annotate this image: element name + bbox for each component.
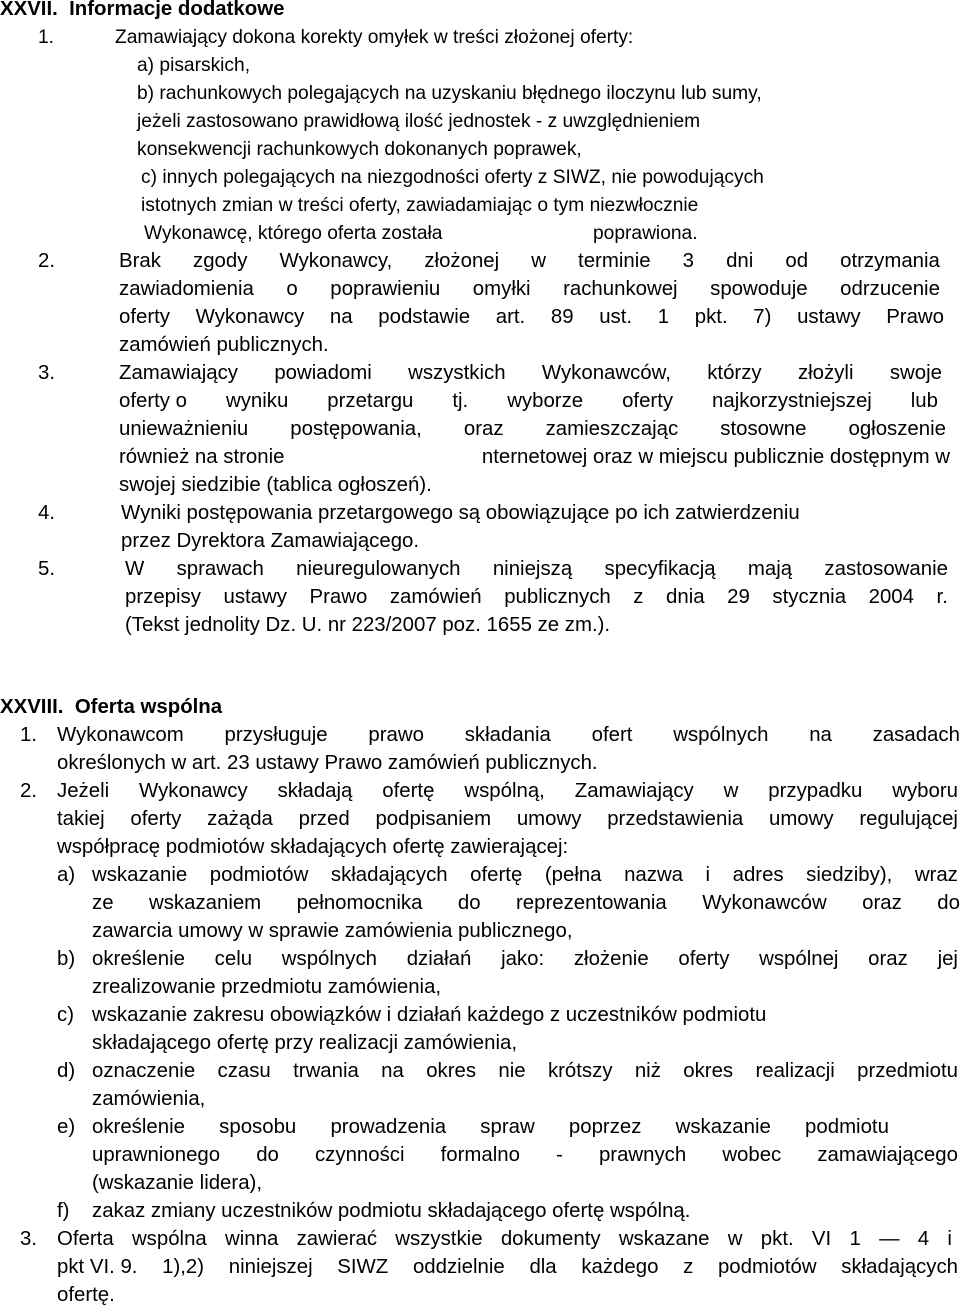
word: podmiotu (805, 1116, 889, 1138)
word: unieważnieniu (119, 418, 249, 440)
word: na (381, 1060, 404, 1082)
word: złożenie (573, 948, 649, 970)
word: dnia (666, 586, 705, 608)
list-label: f) (57, 1200, 70, 1222)
justified-line (92, 946, 958, 973)
word: jako: (501, 948, 545, 970)
word: - (556, 1144, 563, 1166)
word: SIWZ (337, 1256, 389, 1278)
text-line: współpracę podmiotów składających ofertę zawierającej: (57, 836, 569, 858)
word: w (531, 250, 546, 272)
word: oraz (868, 948, 908, 970)
word: zawierać (296, 1228, 378, 1250)
list-label: c) (57, 1004, 74, 1026)
word: publicznych (504, 586, 611, 608)
word: oferty o (119, 390, 188, 412)
word: formalno (440, 1144, 520, 1166)
text-line: (Tekst jednolity Dz. U. nr 223/2007 poz. 1655 ze zm.). (125, 614, 611, 636)
word: niniejszej (228, 1256, 313, 1278)
text-line: ofertę. (57, 1284, 115, 1306)
word: rachunkowej (563, 278, 678, 300)
justified-line (92, 1114, 889, 1141)
word: wyborze (507, 390, 584, 412)
text-line: Wykonawcę, którego oferta została (144, 223, 443, 244)
word: siedziby), (806, 864, 893, 886)
word: reprezentowania (516, 892, 667, 914)
word: stosowne (720, 418, 807, 440)
word: okres (683, 1060, 734, 1082)
word: Wykonawców (702, 892, 827, 914)
word: Zamawiający (119, 362, 238, 384)
word: określenie (92, 1116, 185, 1138)
list-label: a) (57, 864, 76, 886)
word: oferty (678, 948, 730, 970)
justified-line (119, 276, 940, 303)
word: oraz (862, 892, 902, 914)
word: art. (495, 306, 526, 328)
text-line: przez Dyrektora Zamawiającego. (121, 530, 420, 552)
word: do (937, 892, 960, 914)
word: ofertę (470, 864, 523, 886)
word: wspólna (131, 1228, 207, 1250)
justified-line (125, 556, 948, 583)
item-number: 1. (20, 724, 38, 746)
word: dni (726, 250, 754, 272)
justified-line (92, 1058, 958, 1085)
word: działań (406, 948, 472, 970)
word: ust. (599, 306, 633, 328)
word: prowadzenia (330, 1116, 447, 1138)
justified-line (57, 806, 958, 833)
text-line: zamówienia, (92, 1088, 206, 1110)
word: na (329, 306, 353, 328)
word: regulującej (859, 808, 958, 830)
word: Wykonawcy (195, 306, 305, 328)
word: pkt VI. 9. (57, 1256, 138, 1278)
text-line: określonych w art. 23 ustawy Prawo zamówień publicznych. (57, 752, 598, 774)
word: 1),2) (162, 1256, 205, 1278)
word: czasu (217, 1060, 271, 1082)
word: nieuregulowanych (296, 558, 461, 580)
word: nazwa (624, 864, 684, 886)
word: zastosowanie (824, 558, 948, 580)
word: poprzez (568, 1116, 642, 1138)
word: tj. (452, 390, 469, 412)
word: adres (732, 864, 784, 886)
word: ogłoszenie (848, 418, 946, 440)
justified-line (92, 862, 958, 889)
word: uprawnionego (92, 1144, 221, 1166)
word: Brak (119, 250, 161, 272)
word: podstawie (378, 306, 471, 328)
item-number: 4. (38, 502, 56, 524)
item-number: 1. (38, 27, 55, 48)
word: 29 (727, 586, 750, 608)
justified-line (119, 304, 944, 331)
word: 89 (550, 306, 574, 328)
word: z (633, 586, 644, 608)
word: oraz (463, 418, 504, 440)
word: złożyli (797, 362, 854, 384)
word: odrzucenie (840, 278, 940, 300)
justified-line (57, 778, 958, 805)
text-line: swojej siedzibie (tablica ogłoszeń). (119, 474, 432, 496)
word: zasadach (872, 724, 960, 746)
word: poprawieniu (330, 278, 441, 300)
section-number: XXVIII. (0, 696, 64, 718)
word: wspólnych (281, 948, 377, 970)
text-line: istotnych zmian w treści oferty, zawiadamiając o tym niezwłocznie (141, 195, 699, 216)
section-title: Oferta wspólna (74, 696, 223, 718)
item-number: 5. (38, 558, 56, 580)
word: zamieszczając (545, 418, 679, 440)
text-line: zakaz zmiany uczestników podmiotu składającego ofertę wspólną. (92, 1200, 691, 1222)
word: VI (811, 1228, 832, 1250)
word: 7) (753, 306, 772, 328)
word: ofertę (382, 780, 435, 802)
word: wskazanie (92, 864, 188, 886)
text-line: zamówień publicznych. (119, 334, 329, 356)
word: najkorzystniejszej (712, 390, 872, 412)
word: wyniku (225, 390, 289, 412)
word: zażąda (207, 808, 273, 830)
item-number: 2. (38, 250, 56, 272)
word: oferty (622, 390, 674, 412)
word: przedstawienia (607, 808, 744, 830)
word: takiej (57, 808, 105, 830)
word: pkt. (760, 1228, 794, 1250)
text-line: c) innych polegających na niezgodności oferty z SIWZ, nie powodujących (141, 167, 764, 188)
word: wspólnej (759, 948, 839, 970)
word: trwania (293, 1060, 359, 1082)
text-line: b) rachunkowych polegających na uzyskaniu błędnego iloczynu lub sumy, (137, 83, 762, 104)
text-line: konsekwencji rachunkowych dokonanych poprawek, (137, 139, 582, 160)
word: stycznia (772, 586, 847, 608)
word: 3 (682, 250, 694, 272)
word: zamawiającego (817, 1144, 958, 1166)
justified-line (92, 890, 960, 917)
word: W (125, 558, 145, 580)
word: jej (937, 948, 958, 970)
word: spraw (480, 1116, 535, 1138)
word: wszystkie (395, 1228, 483, 1250)
word: ofert (591, 724, 633, 746)
justified-line (119, 248, 940, 275)
word: sprawach (176, 558, 264, 580)
word: r. (936, 586, 948, 608)
word: — (879, 1228, 900, 1250)
word: składających (330, 864, 448, 886)
word: 4 (917, 1228, 930, 1250)
word: Wykonawców, (541, 362, 671, 384)
word: wszystkich (408, 362, 506, 384)
justified-line (57, 722, 960, 749)
word: składają (277, 780, 353, 802)
text-line: zawarcia umowy w sprawie zamówienia publicznego, (92, 920, 573, 942)
word: specyfikacją (604, 558, 716, 580)
word: Zamawiający (574, 780, 694, 802)
word: krótszy (547, 1060, 613, 1082)
justified-line (57, 1254, 958, 1281)
word: którzy (707, 362, 762, 384)
justified-line (119, 416, 946, 443)
word: z (683, 1256, 694, 1278)
word: 1 (657, 306, 670, 328)
list-label: d) (57, 1060, 76, 1082)
list-label: b) (57, 948, 76, 970)
word: mają (747, 558, 793, 580)
justified-line (119, 444, 950, 471)
section-heading-xxviii (0, 694, 222, 721)
word: oddzielnie (412, 1256, 505, 1278)
word: ustawy (797, 306, 861, 328)
word: do (457, 892, 481, 914)
word: ze (92, 892, 114, 914)
word: zamówień (389, 586, 482, 608)
word: przetargu (327, 390, 414, 412)
word: pełnomocnika (296, 892, 423, 914)
word: do (256, 1144, 279, 1166)
word: określenie (92, 948, 185, 970)
word: również na stronie (119, 446, 285, 468)
word: 1 (849, 1228, 861, 1250)
word: przedmiotu (857, 1060, 958, 1082)
word: oferty (119, 306, 170, 328)
word: celu (214, 948, 253, 970)
word: składających (841, 1256, 958, 1278)
word: Prawo (886, 306, 944, 328)
word: wyboru (892, 780, 958, 802)
word: winna (225, 1228, 279, 1250)
text-line: Wyniki postępowania przetargowego są obowiązujące po ich zatwierdzeniu (121, 502, 800, 524)
word: zawiadomienia (119, 278, 254, 300)
justified-line (92, 1142, 958, 1169)
word: prawnych (598, 1144, 687, 1166)
word: zgody (193, 250, 248, 272)
word: wobec (722, 1144, 782, 1166)
word: czynności (314, 1144, 405, 1166)
word: nternetowej oraz w miejscu publicznie dostępnym w (481, 446, 950, 468)
justified-line (119, 388, 938, 415)
word: nie (498, 1060, 526, 1082)
text-line: zrealizowanie przedmiotu zamówienia, (92, 976, 442, 998)
word: umowy (516, 808, 582, 830)
word: przepisy (125, 586, 201, 608)
word: każdego (581, 1256, 659, 1278)
word: wskazanie (675, 1116, 771, 1138)
word: przysługuje (224, 724, 328, 746)
word: w (727, 1228, 743, 1250)
word: terminie (578, 250, 651, 272)
text-line: Zamawiający dokona korekty omyłek w treści złożonej oferty: (115, 27, 634, 48)
justified-line (125, 584, 948, 611)
word: na (809, 724, 832, 746)
word: niniejszą (492, 558, 573, 580)
justified-line (119, 360, 942, 387)
section-title: Informacje dodatkowe (69, 0, 285, 20)
word: o (286, 278, 298, 300)
word: wraz (914, 864, 958, 886)
word: pkt. (694, 306, 728, 328)
word: dokumenty (500, 1228, 601, 1250)
word: niż (634, 1060, 661, 1082)
list-label: e) (57, 1116, 76, 1138)
word: otrzymania (840, 250, 940, 272)
word: Wykonawcom (57, 724, 184, 746)
word: Wykonawcy (139, 780, 248, 802)
word: dla (529, 1256, 557, 1278)
word: swoje (889, 362, 942, 384)
item-number: 3. (38, 362, 56, 384)
word: wspólnych (673, 724, 769, 746)
word: wspólną, (464, 780, 545, 802)
text-line: a) pisarskich, (137, 55, 251, 76)
section-number: XXVII. (0, 0, 58, 20)
word: wskazane (618, 1228, 710, 1250)
word: prawo (368, 724, 424, 746)
text-line: jeżeli zastosowano prawidłową ilość jednostek - z uwzględnieniem (137, 111, 701, 132)
word: podpisaniem (375, 808, 492, 830)
word: podmiotów (717, 1256, 817, 1278)
word: od (785, 250, 809, 272)
word: złożonej (424, 250, 500, 272)
word: przypadku (768, 780, 863, 802)
item-number: 2. (20, 780, 38, 802)
justified-line (57, 1226, 952, 1253)
word: składania (464, 724, 551, 746)
word: okres (426, 1060, 477, 1082)
text-line: poprawiona. (593, 223, 698, 244)
word: Oferta (57, 1228, 114, 1250)
word: Jeżeli (57, 780, 110, 802)
text-line: składającego ofertę przy realizacji zamówienia, (92, 1032, 518, 1054)
word: w (723, 780, 739, 802)
item-number: 3. (20, 1228, 38, 1250)
word: realizacji (755, 1060, 835, 1082)
word: i (705, 864, 711, 886)
word: i (947, 1228, 952, 1250)
word: oznaczenie (92, 1060, 196, 1082)
word: Prawo (309, 586, 368, 608)
section-heading-xxvii (0, 0, 284, 23)
word: omyłki (472, 278, 531, 300)
word: oferty (130, 808, 182, 830)
word: przed (298, 808, 350, 830)
word: 2004 (868, 586, 914, 608)
word: sposobu (219, 1116, 297, 1138)
text-line: (wskazanie lidera), (92, 1172, 262, 1194)
word: podmiotów (209, 864, 309, 886)
text-line: wskazanie zakresu obowiązków i działań każdego z uczestników podmiotu (92, 1004, 767, 1026)
word: spowoduje (710, 278, 808, 300)
word: ustawy (223, 586, 287, 608)
word: umowy (768, 808, 834, 830)
word: (pełna (544, 864, 602, 886)
word: lub (910, 390, 938, 412)
word: wskazaniem (148, 892, 262, 914)
word: powiadomi (274, 362, 372, 384)
word: Wykonawcy, (279, 250, 393, 272)
word: postępowania, (290, 418, 422, 440)
